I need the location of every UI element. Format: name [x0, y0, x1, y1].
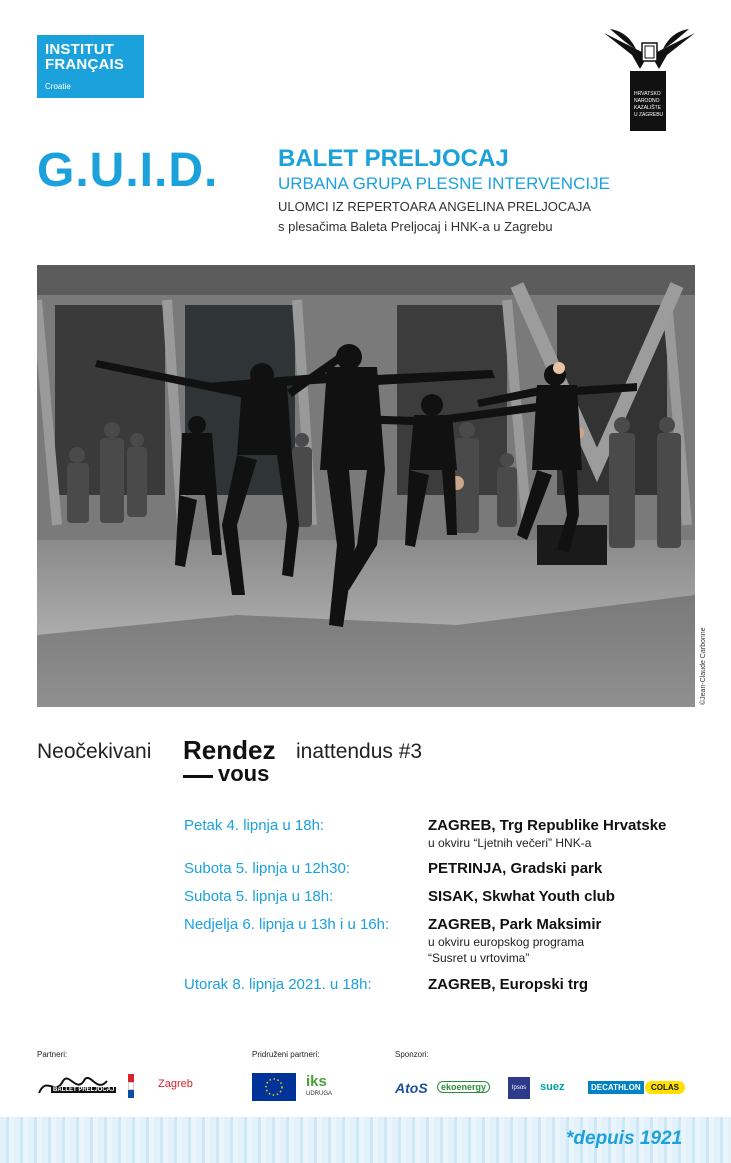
rendezvous-brand-line2: vous: [218, 761, 270, 786]
ballet-preljocaj-logo: [37, 1073, 121, 1101]
hnk-wordmark: [630, 71, 666, 131]
hnk-logo: [602, 25, 697, 118]
schedule-where: SISAK, Skwhat Youth club: [428, 888, 615, 905]
schedule-where: ZAGREB, Europski trg: [428, 976, 589, 993]
depuis-1921-text: *depuis 1921: [566, 1128, 683, 1149]
rendezvous-left-text: Neočekivani: [37, 740, 152, 763]
dancers-line: s plesačima Baleta Preljocaj i HNK-a u Zagrebu: [278, 219, 553, 234]
photo-credit-text: ©Jean-Claude Carbonne: [700, 627, 707, 705]
zagreb-logo: Zagreb: [158, 1078, 193, 1090]
atos-logo: AtoS: [395, 1080, 428, 1096]
balet-title: BALET PRELJOCAJ: [278, 145, 509, 172]
schedule-note: u okviru europskog programa: [428, 935, 585, 949]
angels-emblem-icon: [602, 25, 697, 73]
logo-line: INSTITUT: [45, 41, 115, 58]
logo-line: Croatie: [45, 82, 71, 91]
schedule-note: u okviru “Ljetnih večeri” HNK-a: [428, 836, 592, 850]
logo-line: U ZAGREBU: [634, 112, 664, 118]
sponzori-label: Sponzori:: [395, 1050, 429, 1059]
schedule-when: Utorak 8. lipnja 2021. u 18h:: [184, 976, 372, 993]
pridruzeni-label: Pridruženi partneri:: [252, 1050, 320, 1059]
rendezvous-brand-dash: [183, 775, 213, 778]
schedule-where: ZAGREB, Trg Republike Hrvatske: [428, 817, 667, 834]
rendezvous-right-text: inattendus #3: [296, 740, 423, 763]
schedule-when: Petak 4. lipnja u 18h:: [184, 817, 325, 834]
croatia-flag-icon: [128, 1074, 138, 1098]
dance-photo: [37, 265, 695, 707]
urbana-subtitle: URBANA GRUPA PLESNE INTERVENCIJE: [278, 174, 610, 193]
eu-stars-icon: [252, 1073, 296, 1101]
logo-line: HRVATSKO: [634, 91, 661, 97]
schedule-where: ZAGREB, Park Maksimir: [428, 916, 602, 933]
schedule-when: Subota 5. lipnja u 18h:: [184, 888, 334, 905]
suez-logo: suez: [540, 1081, 565, 1093]
dance-photo-illustration: [37, 265, 695, 707]
institut-francais-logo: [37, 35, 144, 98]
colas-logo: COLAS: [645, 1081, 685, 1094]
partneri-label: Partneri:: [37, 1050, 68, 1059]
ipsos-logo: Ipsos: [508, 1077, 530, 1099]
rendezvous-brand-line1: Rendez: [183, 735, 276, 765]
guid-title: G.U.I.D.: [37, 144, 219, 197]
logo-line: KAZALIŠTE: [634, 105, 661, 111]
ekoenergy-logo: ekoenergy: [437, 1081, 490, 1093]
schedule-note: “Susret u vrtovima”: [428, 951, 530, 965]
udruga-text: UDRUGA: [306, 1091, 333, 1097]
logo-line: FRANÇAIS: [45, 56, 125, 73]
ballet-logo-text: BALLET PRELJOCAJ: [53, 1087, 115, 1093]
repertoire-line: ULOMCI IZ REPERTOARA ANGELINA PRELJOCAJA: [278, 199, 592, 214]
eu-flag-icon: [252, 1073, 296, 1101]
decathlon-logo: DECATHLON: [588, 1081, 644, 1094]
schedule-where: PETRINJA, Gradski park: [428, 860, 603, 877]
logo-line: NARODNO: [634, 98, 660, 104]
photo-credit: [700, 625, 712, 705]
iks-logo: iks: [306, 1073, 327, 1090]
schedule-when: Nedjelja 6. lipnja u 13h i u 16h:: [184, 916, 390, 933]
schedule-when: Subota 5. lipnja u 12h30:: [184, 860, 350, 877]
